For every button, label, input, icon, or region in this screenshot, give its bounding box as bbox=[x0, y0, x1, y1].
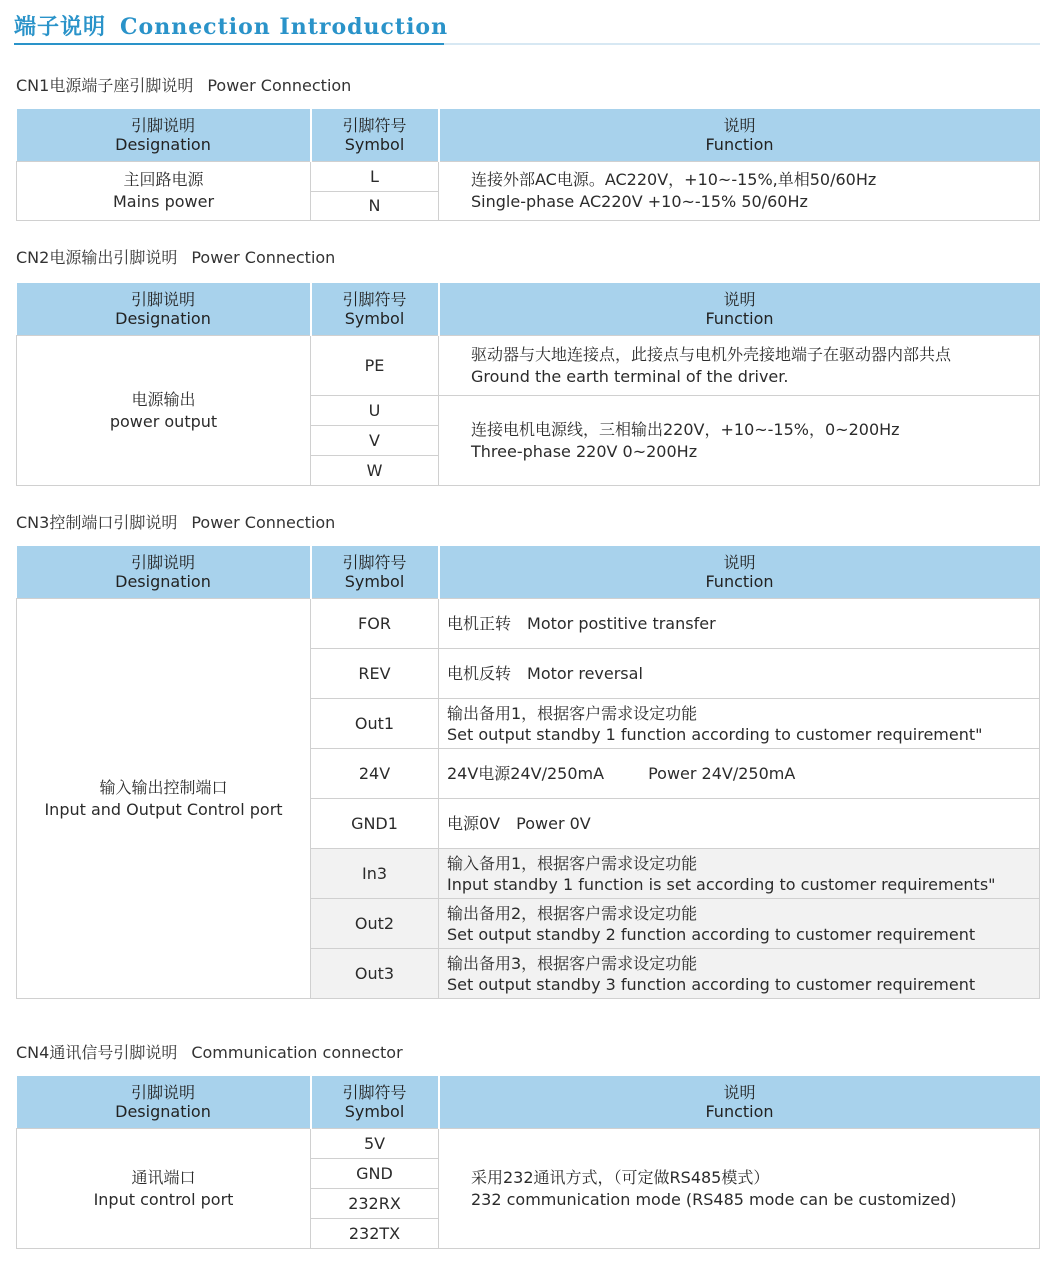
symbol-cell: GND1 bbox=[311, 799, 439, 849]
header-designation-en: Designation bbox=[115, 309, 211, 328]
designation-cn: 电源输出 bbox=[131, 389, 196, 409]
cn2-title-en: Power Connection bbox=[191, 248, 336, 267]
cn3-table bbox=[16, 546, 1040, 999]
cn1-section-title bbox=[16, 73, 351, 96]
function-cell bbox=[439, 849, 1040, 899]
symbol-cell: GND bbox=[311, 1159, 439, 1189]
header-designation-cn: 引脚说明 bbox=[130, 290, 195, 309]
header-function bbox=[439, 109, 1040, 162]
function-cell bbox=[439, 162, 1040, 221]
header-function bbox=[439, 283, 1040, 336]
cn4-title-cn: CN4通讯信号引脚说明 bbox=[16, 1043, 178, 1062]
function-en: Set output standby 1 function according to customer requirement" bbox=[447, 724, 983, 744]
header-symbol bbox=[311, 109, 439, 162]
header-designation-cn: 引脚说明 bbox=[130, 1083, 195, 1102]
designation-en: Input control port bbox=[93, 1189, 234, 1209]
header-function-en: Function bbox=[705, 572, 774, 591]
table-header-row bbox=[17, 546, 1040, 599]
header-function-en: Function bbox=[705, 1102, 774, 1121]
cn1-title-cn: CN1电源端子座引脚说明 bbox=[16, 76, 194, 95]
table-row bbox=[17, 336, 1040, 396]
function-cn: 连接外部AC电源。AC220V，+10~-15%,单相50/60Hz bbox=[471, 170, 877, 189]
table-row bbox=[17, 1129, 1040, 1159]
function-cell bbox=[439, 599, 1040, 649]
cn2-title-cn: CN2电源输出引脚说明 bbox=[16, 248, 178, 267]
header-symbol bbox=[311, 1076, 439, 1129]
symbol-cell: 5V bbox=[311, 1129, 439, 1159]
cn2-section-title bbox=[16, 245, 335, 268]
function-cell bbox=[439, 799, 1040, 849]
symbol-cell: W bbox=[311, 456, 439, 486]
function-cell bbox=[439, 649, 1040, 699]
table-header-row bbox=[17, 283, 1040, 336]
header-symbol-cn: 引脚符号 bbox=[342, 1083, 407, 1102]
function-en: Motor postitive transfer bbox=[527, 614, 716, 633]
header-function-cn: 说明 bbox=[723, 553, 756, 572]
function-cn: 连接电机电源线，三相输出220V，+10~-15%，0~200Hz bbox=[471, 419, 900, 439]
symbol-cell: In3 bbox=[311, 849, 439, 899]
designation-en: power output bbox=[109, 411, 218, 431]
header-function-en: Function bbox=[705, 309, 774, 328]
designation-cell bbox=[17, 1129, 311, 1249]
function-cn: 电机反转 bbox=[447, 664, 512, 683]
function-cell bbox=[439, 1129, 1040, 1249]
header-function-cn: 说明 bbox=[723, 1083, 756, 1102]
designation-en: Mains power bbox=[112, 192, 215, 211]
designation-cell bbox=[17, 162, 311, 221]
symbol-cell: Out2 bbox=[311, 899, 439, 949]
function-cell bbox=[439, 899, 1040, 949]
symbol-cell: 232TX bbox=[311, 1219, 439, 1249]
function-en: 232 communication mode (RS485 mode can be customized) bbox=[471, 1189, 957, 1209]
symbol-cell: N bbox=[311, 192, 439, 221]
symbol-cell: 24V bbox=[311, 749, 439, 799]
cn2-table bbox=[16, 283, 1040, 486]
function-cn: 输出备用3，根据客户需求设定功能 bbox=[447, 953, 698, 973]
function-cn: 输出备用1，根据客户需求设定功能 bbox=[447, 703, 698, 723]
header-function-cn: 说明 bbox=[723, 290, 756, 309]
function-cell bbox=[439, 749, 1040, 799]
header-symbol-en: Symbol bbox=[344, 135, 405, 154]
function-cell bbox=[439, 336, 1040, 396]
function-cn: 24V电源24V/250mA bbox=[447, 764, 605, 783]
table-header-row bbox=[17, 109, 1040, 162]
header-symbol-en: Symbol bbox=[344, 309, 405, 328]
title-divider bbox=[14, 43, 1040, 45]
designation-cell bbox=[17, 336, 311, 486]
header-designation bbox=[17, 546, 311, 599]
cn4-title-en: Communication connector bbox=[191, 1043, 403, 1062]
header-designation-en: Designation bbox=[115, 1102, 211, 1121]
header-designation-cn: 引脚说明 bbox=[130, 553, 195, 572]
designation-cell bbox=[17, 599, 311, 999]
cn3-title-cn: CN3控制端口引脚说明 bbox=[16, 513, 178, 532]
header-function-cn: 说明 bbox=[723, 116, 756, 135]
symbol-cell: PE bbox=[311, 336, 439, 396]
function-cn: 电机正转 bbox=[447, 614, 512, 633]
function-en: Three-phase 220V 0~200Hz bbox=[471, 441, 698, 461]
function-en: Set output standby 2 function according to customer requirement bbox=[447, 924, 976, 944]
page-title-en: Connection Introduction bbox=[120, 14, 449, 40]
symbol-cell: L bbox=[311, 162, 439, 192]
symbol-cell: V bbox=[311, 426, 439, 456]
function-en: Single-phase AC220V +10~-15% 50/60Hz bbox=[471, 192, 808, 211]
function-en: Input standby 1 function is set according to customer requirements" bbox=[447, 874, 996, 894]
table-row bbox=[17, 599, 1040, 649]
designation-cn: 通讯端口 bbox=[131, 1167, 196, 1187]
function-cell bbox=[439, 699, 1040, 749]
header-function bbox=[439, 546, 1040, 599]
header-symbol-cn: 引脚符号 bbox=[342, 290, 407, 309]
symbol-cell: FOR bbox=[311, 599, 439, 649]
header-designation bbox=[17, 1076, 311, 1129]
function-en: Power 0V bbox=[516, 814, 591, 833]
designation-cn: 输入输出控制端口 bbox=[99, 777, 228, 797]
function-en: Ground the earth terminal of the driver. bbox=[471, 366, 789, 386]
function-cn: 输入备用1，根据客户需求设定功能 bbox=[447, 853, 698, 873]
header-symbol-en: Symbol bbox=[344, 1102, 405, 1121]
header-symbol bbox=[311, 546, 439, 599]
function-cn: 电源0V bbox=[447, 814, 501, 833]
symbol-cell: 232RX bbox=[311, 1189, 439, 1219]
designation-en: Input and Output Control port bbox=[44, 799, 283, 819]
function-en: Motor reversal bbox=[527, 664, 643, 683]
header-function bbox=[439, 1076, 1040, 1129]
function-cn: 输出备用2，根据客户需求设定功能 bbox=[447, 903, 698, 923]
cn3-title-en: Power Connection bbox=[191, 513, 336, 532]
header-symbol bbox=[311, 283, 439, 336]
header-designation-cn: 引脚说明 bbox=[130, 116, 195, 135]
header-function-en: Function bbox=[705, 135, 774, 154]
cn4-table bbox=[16, 1076, 1040, 1249]
header-designation-en: Designation bbox=[115, 572, 211, 591]
cn1-table bbox=[16, 109, 1040, 221]
function-cell bbox=[439, 396, 1040, 486]
header-designation bbox=[17, 283, 311, 336]
cn3-section-title bbox=[16, 510, 335, 533]
designation-cn: 主回路电源 bbox=[123, 170, 204, 189]
function-en: Power 24V/250mA bbox=[648, 764, 796, 783]
header-symbol-cn: 引脚符号 bbox=[342, 116, 407, 135]
symbol-cell: Out3 bbox=[311, 949, 439, 999]
cn1-title-en: Power Connection bbox=[207, 76, 352, 95]
header-symbol-en: Symbol bbox=[344, 572, 405, 591]
function-cn: 驱动器与大地连接点，此接点与电机外壳接地端子在驱动器内部共点 bbox=[471, 344, 952, 364]
header-symbol-cn: 引脚符号 bbox=[342, 553, 407, 572]
function-cell bbox=[439, 949, 1040, 999]
table-header-row bbox=[17, 1076, 1040, 1129]
page-title-cn: 端子说明 bbox=[14, 14, 107, 40]
symbol-cell: REV bbox=[311, 649, 439, 699]
symbol-cell: U bbox=[311, 396, 439, 426]
table-row bbox=[17, 162, 1040, 192]
page-title bbox=[14, 10, 448, 41]
header-designation-en: Designation bbox=[115, 135, 211, 154]
header-designation bbox=[17, 109, 311, 162]
cn4-section-title bbox=[16, 1040, 403, 1063]
function-cn: 采用232通讯方式，（可定做RS485模式） bbox=[471, 1167, 770, 1187]
symbol-cell: Out1 bbox=[311, 699, 439, 749]
function-en: Set output standby 3 function according to customer requirement bbox=[447, 974, 976, 994]
